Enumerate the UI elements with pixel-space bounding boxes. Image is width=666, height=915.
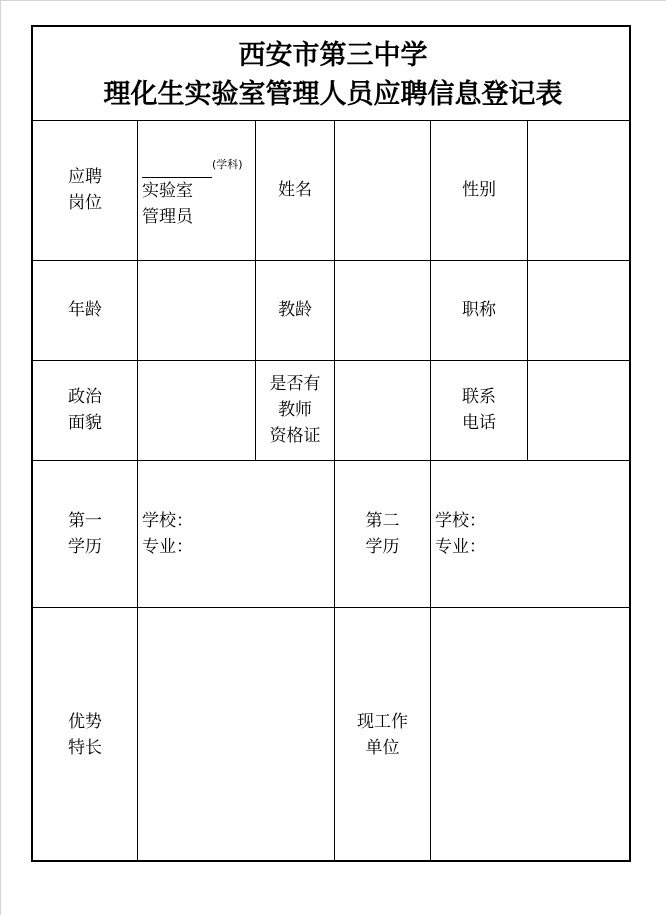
name-label: 姓名 bbox=[278, 180, 312, 200]
subject-blank[interactable] bbox=[142, 165, 212, 178]
second-degree-field[interactable] bbox=[431, 460, 629, 607]
page-left-edge bbox=[0, 0, 1, 915]
current-employer-label bbox=[335, 607, 430, 862]
major-label: 专业： bbox=[435, 536, 486, 557]
label-text: 面貌 bbox=[68, 413, 102, 433]
political-status-field[interactable] bbox=[138, 360, 255, 460]
position-value-line: 实验室 bbox=[142, 181, 193, 201]
professional-title-field[interactable] bbox=[528, 260, 629, 360]
label-text: 优势 bbox=[68, 711, 102, 732]
label-text: 电话 bbox=[462, 413, 496, 433]
phone-label bbox=[431, 360, 527, 460]
school-label: 学校： bbox=[435, 510, 486, 531]
label-text: 资格证 bbox=[269, 426, 321, 446]
label-text: 现工作 bbox=[357, 711, 408, 732]
label-text: 岗位 bbox=[68, 193, 102, 213]
page-top-edge bbox=[0, 0, 666, 1]
major-label: 专业： bbox=[142, 536, 193, 557]
second-degree-label bbox=[335, 460, 430, 607]
phone-field[interactable] bbox=[528, 360, 629, 460]
position-value-line: 管理员 bbox=[142, 207, 193, 227]
school-title: 西安市第三中学 bbox=[238, 40, 428, 71]
label-text: 学历 bbox=[68, 536, 102, 557]
subject-suffix: (学科) bbox=[212, 158, 243, 171]
form-title: 理化生实验室管理人员应聘信息登记表 bbox=[103, 79, 563, 110]
teaching-years-field[interactable] bbox=[335, 260, 430, 360]
label-text: 应聘 bbox=[68, 167, 102, 187]
label-text: 特长 bbox=[68, 737, 102, 758]
school-label: 学校： bbox=[142, 510, 193, 531]
label-text: 单位 bbox=[365, 737, 400, 758]
age-label: 年龄 bbox=[68, 300, 102, 320]
teacher-cert-field[interactable] bbox=[335, 360, 430, 460]
teacher-cert-label bbox=[256, 360, 334, 460]
gender-label: 性别 bbox=[462, 180, 496, 200]
label-text: 第二 bbox=[365, 510, 400, 531]
label-text: 政治 bbox=[68, 387, 102, 407]
name-field[interactable] bbox=[335, 120, 430, 260]
position-value[interactable] bbox=[138, 120, 255, 260]
strengths-field[interactable] bbox=[138, 607, 334, 862]
current-employer-field[interactable] bbox=[431, 607, 629, 862]
label-text: 教师 bbox=[278, 400, 312, 420]
strengths-label bbox=[33, 607, 137, 862]
label-text: 联系 bbox=[462, 387, 496, 407]
first-degree-label bbox=[33, 460, 137, 607]
registration-form bbox=[31, 25, 631, 862]
first-degree-field[interactable] bbox=[138, 460, 334, 607]
label-text: 是否有 bbox=[269, 374, 321, 394]
political-status-label bbox=[33, 360, 137, 460]
professional-title-label: 职称 bbox=[462, 300, 496, 320]
gender-field[interactable] bbox=[528, 120, 629, 260]
label-text: 学历 bbox=[365, 536, 400, 557]
label-text: 第一 bbox=[68, 510, 102, 531]
position-label bbox=[33, 120, 137, 260]
teaching-years-label: 教龄 bbox=[278, 300, 312, 320]
age-field[interactable] bbox=[138, 260, 255, 360]
